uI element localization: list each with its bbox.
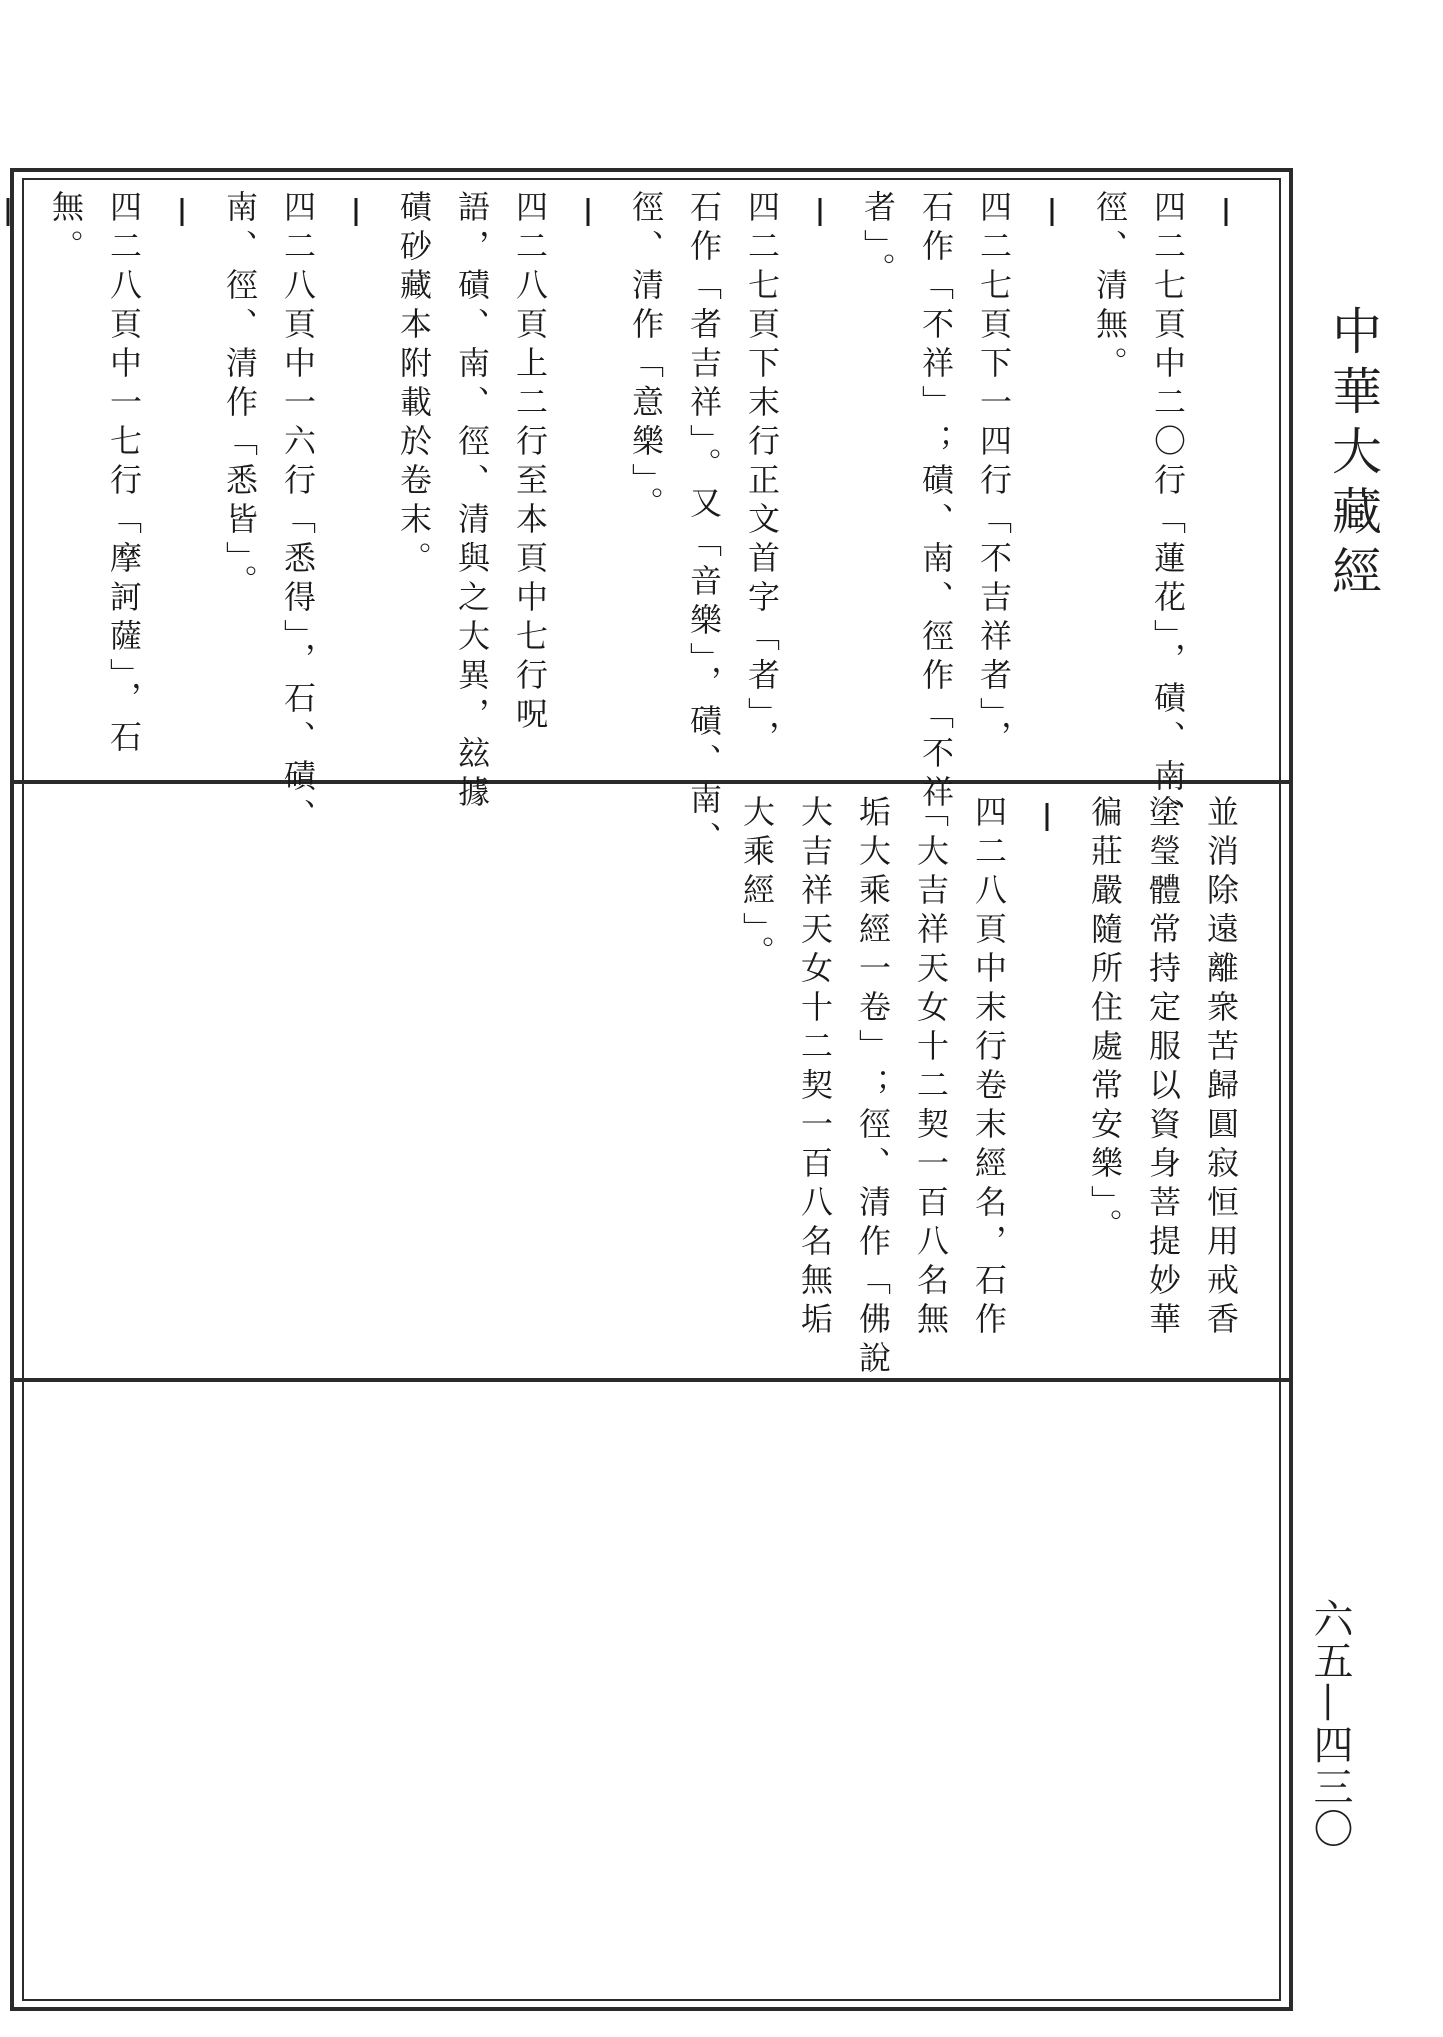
entry-marker [559,190,617,230]
note-line: 徑、清作「意樂」。 [627,190,665,525]
note-line: 語，磧、南、徑、清與之大異，玆據 [453,190,491,814]
note-line: 石作「不祥」；磧、南、徑作「不祥 [917,190,955,814]
note-line: 四二八頁中一六行「悉得」，石、磧、 [279,190,317,837]
note-line: 四二八頁中一七行「摩訶薩」，石 [105,190,143,759]
collation-note [0,190,37,760]
collation-note [617,190,849,860]
entry-marker [1197,190,1255,230]
top-section [47,190,1255,860]
entry-marker [0,190,37,230]
note-line: 無。 [47,190,85,268]
note-line: 徧莊嚴隨所住處常安樂」。 [1086,795,1124,1247]
entry-marker [153,190,211,230]
entry-marker [1018,795,1076,835]
collation-note [211,190,385,837]
section-divider-upper [12,780,1293,784]
middle-section [738,795,1250,1380]
collation-note [385,190,617,814]
collation-note [1081,190,1255,837]
entry-marker [791,190,849,230]
note-line: 四二七頁下一四行「不吉祥者」， [975,190,1013,759]
section-divider-lower [12,1378,1293,1382]
note-line: 塗瑩體常持定服以資身菩提妙華 [1144,795,1182,1341]
note-line: 磧砂藏本附載於卷末。 [395,190,433,580]
entry-marker [327,190,385,230]
note-line: 四二七頁下末行正文首字「者」， [743,190,781,759]
note-line: 南、徑、清作「悉皆」。 [221,190,259,603]
page-number: 六五—四三〇 [1307,1598,1353,1850]
note-line: 垢大乘經一卷」；徑、清作「佛說 [854,795,892,1380]
collation-note [728,795,1076,1380]
collation-note [37,190,211,760]
note-line: 「大吉祥天女十二契一百八名無 [912,795,950,1341]
note-line: 石作「者吉祥」。又「音樂」，磧、南、 [685,190,723,860]
note-line: 四二八頁中末行卷末經名，石作 [970,795,1008,1341]
entry-marker [1023,190,1081,230]
note-line: 大乘經」。 [738,795,776,974]
note-line: 並消除遠離衆苦歸圓寂恒用戒香 [1202,795,1240,1341]
note-line: 者」。 [859,190,897,291]
collation-note-continuation [1076,795,1250,1355]
note-line: 大吉祥天女十二契一百八名無垢 [796,795,834,1341]
note-line: 四二七頁中二〇行「蓮花」，磧、南、 [1149,190,1187,837]
note-line: 四二八頁上二行至本頁中七行呪 [511,190,549,736]
note-line: 徑、清無。 [1091,190,1129,385]
running-title: 中華大藏經 [1324,305,1382,605]
collation-note [849,190,1081,814]
